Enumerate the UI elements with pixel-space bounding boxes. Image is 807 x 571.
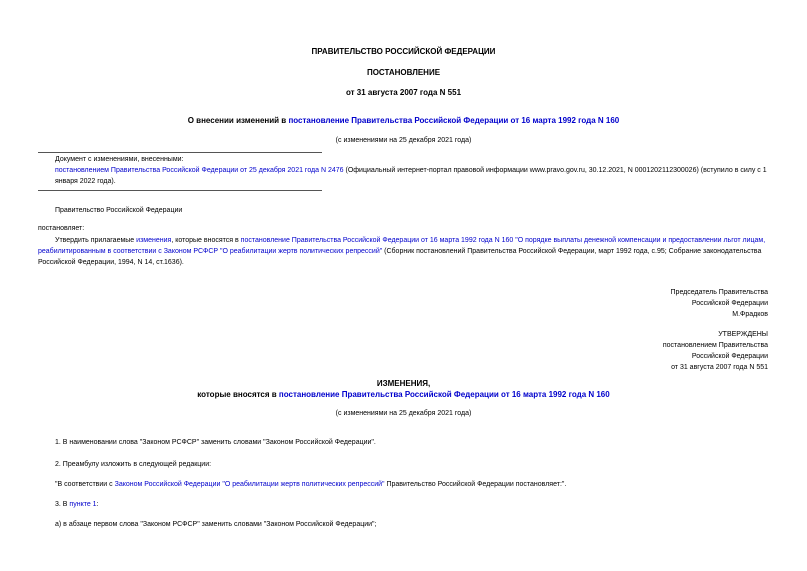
rehabilitation-law-link[interactable]: Законом Российской Федерации "О реабилитации жертв политических репрессий"	[114, 481, 385, 488]
approval-line-2: постановлением Правительства	[662, 342, 768, 349]
changes-link[interactable]: изменения	[136, 237, 172, 244]
doc-date: от 31 августа 2007 года N 551	[345, 88, 462, 97]
changes-subtitle	[0, 390, 807, 399]
divider-bottom	[38, 190, 322, 191]
approval-block	[560, 329, 768, 373]
changes-info	[55, 154, 770, 187]
change-item-3-suffix: :	[96, 501, 99, 508]
government-label: Правительство Российской Федерации	[55, 207, 183, 214]
changes-intro: Документ с изменениями, внесенными:	[55, 156, 184, 163]
approval-text-2: , которые вносятся в	[171, 237, 241, 244]
org-heading: ПРАВИТЕЛЬСТВО РОССИЙСКОЙ ФЕДЕРАЦИИ	[311, 47, 496, 56]
approval-text-3: (Сборник постановлений Правительства Российской Федерации, март 1992 года, с.95; Собрание законодательства Российской Федерации, 1994, N 14, ст.1636).	[38, 248, 762, 266]
changes-revision-note: (с изменениями на 25 декабря 2021 года)	[335, 410, 472, 417]
change-item-2: 2. Преамбулу изложить в следующей редакции:	[55, 461, 212, 468]
decrees-label: постановляет:	[38, 225, 85, 232]
approval-line-4: от 31 августа 2007 года N 551	[671, 364, 768, 371]
doc-title	[0, 116, 807, 125]
approval-text-1: Утвердить прилагаемые	[55, 237, 137, 244]
amending-decree-link[interactable]: постановлением Правительства Российской Федерации от 25 декабря 2021 года N 2476	[55, 167, 344, 174]
preamble-quote-b: Правительство Российской Федерации постановляет:".	[384, 481, 567, 488]
changes-subtitle-link[interactable]: постановление Правительства Российской Федерации от 16 марта 1992 года N 160	[278, 390, 610, 399]
revision-note: (с изменениями на 25 декабря 2021 года)	[335, 137, 472, 144]
approval-paragraph	[38, 235, 768, 268]
doc-type-heading: ПОСТАНОВЛЕНИЕ	[366, 68, 441, 77]
changes-subtitle-prefix: которые вносятся в	[197, 390, 279, 399]
doc-title-prefix: О внесении изменений в	[187, 116, 289, 125]
change-item-3a: а) в абзаце первом слова "Законом РСФСР" заменить словами "Законом Российской Федерации";	[55, 521, 377, 528]
approval-line-1: УТВЕРЖДЕНЫ	[718, 331, 768, 338]
amending-decree-details: (Официальный интернет-портал правовой информации www.pravo.gov.ru, 30.12.2021, N 0001202112300026) (вступило в силу с 1 января 2022 года).	[55, 167, 767, 185]
decree-160-link[interactable]: постановление Правительства Российской Федерации от 16 марта 1992 года N 160 "О порядке выплаты денежной компенсации и предоставлении льгот лицам, реабилитированным в соответствии с Законом РСФСР "О реабилитации жертв политических репрессий"	[38, 237, 766, 255]
divider-top	[38, 152, 322, 153]
change-item-3-prefix: 3. В	[55, 501, 70, 508]
preamble-quote	[55, 481, 566, 488]
signature-line-1: Председатель Правительства	[670, 289, 768, 296]
approval-line-3: Российской Федерации	[691, 353, 768, 360]
doc-title-link[interactable]: постановление Правительства Российской Федерации от 16 марта 1992 года N 160	[288, 116, 620, 125]
signature-block	[560, 287, 768, 320]
point-1-link[interactable]: пункте 1	[69, 501, 97, 508]
change-item-3	[55, 501, 99, 508]
signature-line-2: Российской Федерации	[691, 300, 768, 307]
changes-details	[55, 165, 770, 187]
preamble-quote-a: "В соответствии с	[55, 481, 115, 488]
changes-title: ИЗМЕНЕНИЯ,	[376, 379, 431, 388]
change-item-1: 1. В наименовании слова "Законом РСФСР" заменить словами "Законом Российской Федерации".	[55, 439, 376, 446]
signature-name: М.Фрадков	[732, 311, 768, 318]
